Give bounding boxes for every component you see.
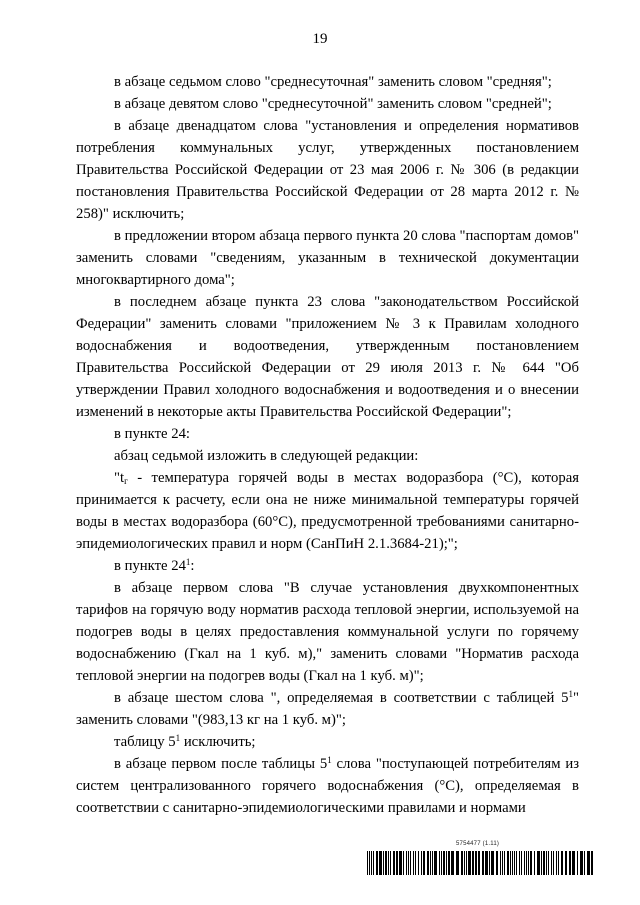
superscript: 1 [185,557,191,567]
barcode-bar [369,851,370,875]
barcode-bar [466,851,467,875]
barcode-bar [371,851,372,875]
barcode-bar [584,851,585,875]
paragraph: в предложении втором абзаца первого пункта 20 слова "паспортам домов" заменить словами "сведениям, указанным в технической документации многоквартирного дома"; [76,228,579,288]
barcode-bar [423,851,425,875]
text-segment: таблицу 5 [114,734,176,750]
text-segment: "t [114,470,125,486]
barcode-bar [591,851,593,875]
paragraph [76,731,579,753]
barcode-bar [383,851,384,875]
barcode-bar [530,851,532,875]
paragraph [76,555,579,577]
barcode-bar [553,851,554,875]
barcode-bar [396,851,398,875]
barcode-bar [551,851,552,875]
paragraph: в абзаце первом слова "В случае установления двухкомпонентных тарифов на горячую воду норматив расхода тепловой энергии, используемой на подогрев воды в целях предоставления коммунальной услуги по горячему водоснабжению (Гкал на 1 куб. м)," заменить словами "Норматив расхода тепловой энергии на подогрев воды (Гкал на 1 куб. м)"; [76,580,579,684]
barcode-bar [580,851,583,875]
text-segment: слова "поступающей потребителям из систем централизованного горячего водоснабжения (°C), определяемая в соответствии с санитарно-эпидемиологическими правилами и нормами [76,756,579,816]
barcode-bar [446,851,447,875]
paragraph: в абзаце девятом слово "среднесуточной" заменить словом "средней"; [114,96,552,112]
barcode-bar [406,851,407,875]
barcode-bar [561,851,563,875]
barcode-bar [472,851,474,875]
barcode-bar [461,851,463,875]
barcode-bar [441,851,442,875]
barcode-bar [385,851,387,875]
barcode-bar [512,851,513,875]
text-segment: " заменить словами "(983,13 кг на 1 куб. м)"; [76,690,579,728]
barcode-bar [526,851,527,875]
barcode-bar [393,851,395,875]
barcode-bar [556,851,557,875]
barcode [367,851,593,875]
barcode-bar [478,851,480,875]
barcode-bar [572,851,575,875]
barcode-bar [491,851,494,875]
barcode-bar [577,851,578,875]
text-segment: : [190,558,195,574]
barcode-bar [434,851,437,875]
barcode-bar [390,851,391,875]
barcode-bar [565,851,567,875]
paragraph [76,467,579,555]
paragraph: в пункте 24: [114,426,190,442]
barcode-bar [413,851,414,875]
barcode-bar [427,851,429,875]
barcode-bar [415,851,416,875]
barcode-bar [541,851,542,875]
superscript: 1 [568,689,573,699]
barcode-bar [548,851,549,875]
barcode-bar [507,851,509,875]
barcode-bar [399,851,402,875]
barcode-bar [569,851,571,875]
barcode-bar [558,851,559,875]
document-code: 5754477 (1.11) [456,841,500,847]
superscript: 1 [175,733,181,743]
text-segment: в абзаце первом после таблицы 5 [114,756,328,772]
text-segment: исключить; [180,734,256,750]
barcode-bar [496,851,498,875]
barcode-bar [528,851,529,875]
subscript: г [124,476,128,486]
document-body [76,71,579,819]
barcode-bar [410,851,411,875]
barcode-bar [524,851,525,875]
barcode-bar [475,851,477,875]
barcode-bar [376,851,378,875]
barcode-bar [388,851,389,875]
barcode-bar [500,851,501,875]
barcode-bar [510,851,511,875]
paragraph: в абзаце двенадцатом слова "установления и определения нормативов потребления коммунальных услуг, утвержденных постановлением Правительства Российской Федерации от 23 мая 2006 г. № 306 (в редакции постановления Правительства Российской Федерации от 28 марта 2012 г. № 258)" исключить; [76,118,579,222]
barcode-bar [519,851,520,875]
barcode-bar [418,851,419,875]
superscript: 1 [327,755,332,765]
barcode-bar [468,851,471,875]
paragraph [76,753,579,819]
text-segment: в абзаце шестом слова ", определяемая в соответствии с таблицей 5 [114,690,569,706]
barcode-bar [430,851,431,875]
barcode-bar [379,851,382,875]
barcode-bar [443,851,445,875]
barcode-bar [408,851,409,875]
barcode-bar [534,851,535,875]
barcode-bar [482,851,484,875]
barcode-bar [502,851,503,875]
barcode-bar [546,851,547,875]
barcode-bar [537,851,540,875]
barcode-bar [448,851,450,875]
barcode-bar [514,851,515,875]
barcode-bar [451,851,454,875]
barcode-bar [421,851,422,875]
text-segment: в пункте 24 [114,558,186,574]
paragraph: в абзаце седьмом слово "среднесуточная" заменить словом "средняя"; [114,74,552,90]
barcode-bar [373,851,374,875]
paragraph: в последнем абзаце пункта 23 слова "законодательством Российской Федерации" заменить словами "приложением № 3 к Правилам холодного водоснабжения и водоотведения, утвержденным постановлением Правительства Российской Федерации от 29 июля 2013 г. № 644 "Об утверждении Правил холодного водоснабжения и водоотведения и о внесении изменений в некоторые акты Правительства Российской Федерации"; [76,294,579,420]
barcode-bar [403,851,404,875]
barcode-bar [587,851,590,875]
barcode-bar [432,851,433,875]
barcode-bar [464,851,465,875]
barcode-bar [516,851,517,875]
barcode-bar [485,851,488,875]
barcode-bar [543,851,545,875]
barcode-bar [489,851,490,875]
barcode-bar [521,851,522,875]
paragraph: абзац седьмой изложить в следующей редакции: [114,448,419,464]
text-segment: - температура горячей воды в местах водоразбора (°C), которая принимается к расчету, если она не ниже минимальной температуры горячей воды в местах водоразбора (60°C), предусмотренной требованиями санитарно-эпидемиологических правил и норм (СанПиН 2.1.3684-21);"; [76,470,579,552]
paragraph [76,687,579,731]
barcode-bar [504,851,505,875]
barcode-bar [456,851,459,875]
page-number: 19 [312,31,328,47]
barcode-bar [367,851,368,875]
barcode-bar [439,851,440,875]
